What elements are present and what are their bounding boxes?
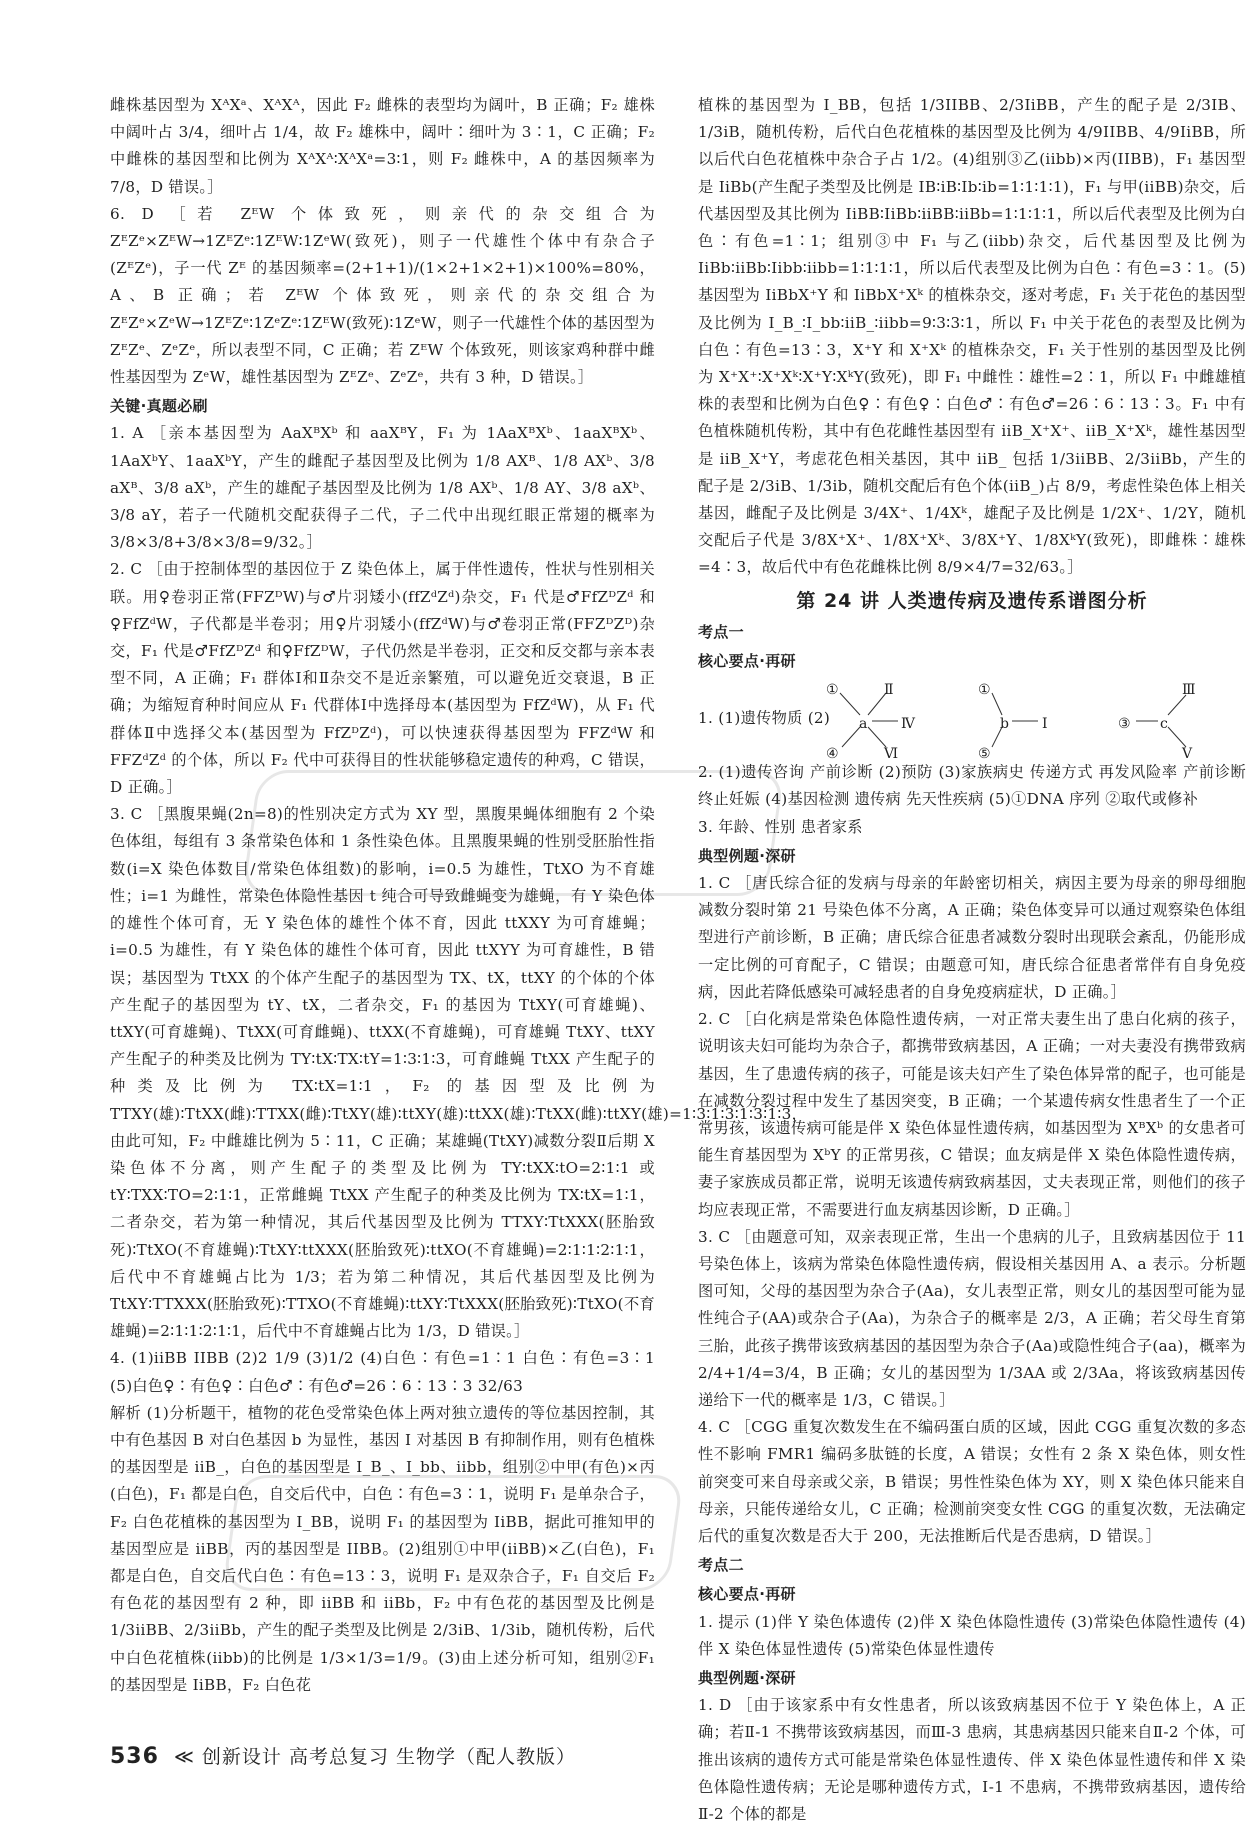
right-column xyxy=(698,92,1246,1828)
examples-heading-2: 典型例题·深研 xyxy=(698,1668,796,1687)
concept-diagram xyxy=(698,675,1246,763)
node-c-left: ③ xyxy=(1118,716,1131,733)
footer-text: ≪ 创新设计 高考总复习 生物学（配人教版） xyxy=(173,1746,576,1768)
node-b-center: b xyxy=(1000,716,1010,733)
node-c-center: c xyxy=(1160,716,1169,733)
page-number: 536 xyxy=(110,1744,159,1769)
node-b-bottom: ⑤ xyxy=(978,746,991,763)
node-a-center: a xyxy=(859,716,868,733)
core-points-heading: 核心要点·再研 xyxy=(698,652,796,671)
node-a-bottom-right: Ⅵ xyxy=(884,746,899,763)
watermark-stamp xyxy=(241,770,785,896)
answer-6: 6. D ［若 ZᴱW 个体致死，则亲代的杂交组合为 ZᴱZᵉ×ZᴱW→1ZᴱZᵉ∶1ZᴱW∶1ZᵉW(致死)，则子一代雄性个体中有杂合子(ZᴱZᵉ)，子一代 Zᴱ 的基因频率=(2+1+1)/(1×2+1×2+1)×100%=80%，A、B 正确；若 ZᴱW 个体致死，则亲代的杂交组合为 ZᴱZᵉ×ZᵉW→1ZᴱZᵉ∶1ZᵉZᵉ∶1ZᴱW(致死)∶1ZᵉW，则子一代雄性个体的基因型为 ZᴱZᵉ、ZᵉZᵉ，所以表型不同，C 正确；若 ZᴱW 个体致死，则该家鸡种群中雌性基因型为 ZᵉW，雄性基因型为 ZᴱZᵉ、ZᵉZᵉ，共有 3 种，D 错误。］ xyxy=(110,204,655,387)
node-a-right: Ⅳ xyxy=(901,716,916,733)
page-footer xyxy=(110,1742,576,1769)
kaodian-1-heading: 考点一 xyxy=(698,622,744,641)
diagram-item-label: 1. (1)遗传物质 (2) xyxy=(698,709,831,728)
node-a-bottom-left: ④ xyxy=(826,746,839,763)
example-answer-3: 3. C ［由题意可知，双亲表现正常，生出一个患病的儿子，且致病基因位于 11 号染色体上，该病为常染色体隐性遗传病，假设相关基因用 A、a 表示。分析题图可知，父母的基因型为杂合子(Aa)，女儿表型正常，则女儿的基因型可能为显性纯合子(AA)或杂合子(Aa)，为杂合子的概率是 2/3，A 正确；若父母生育第三胎，此孩子携带该致病基因的基因型为杂合子(Aa)或隐性纯合子(aa)，概率为 2/4+1/4=3/4，B 正确；女儿的基因型为 1/3AA 或 2/3Aa，将该致病基因传递给下一代的概率是 1/3，C 错误。］ xyxy=(698,1227,1246,1409)
kaodian-2-heading: 考点二 xyxy=(698,1556,744,1575)
watermark-stamp-2 xyxy=(222,1475,684,1591)
analysis-4: 解析 (1)分析题干，植物的花色受常染色体上两对独立遗传的等位基因控制，其中有色基因 B 对白色基因 b 为显性，基因 I 对基因 B 有抑制作用，则有色植株的基因型是 iiB_，白色的基因型是 I_B_、I_bb、iibb，组别②中甲(有色)×丙(白色)，F₁ 都是白色，自交后代中，白色∶有色=3∶1，说明 F₁ 是单杂合子，F₂ 白色花植株的基因型为 I_BB，说明 F₁ 的基因型为 IiBB，据此可推知甲的基因型应是 iiBB，丙的基因型是 IIBB。(2)组别①中甲(iiBB)×乙(白色)，F₁ 都是白色，自交后代白色∶有色=13∶3，说明 F₁ 是双杂合子，F₁ 自交后 F₂ 有色花的基因型有 2 种，即 iiBB 和 iiBb，F₂ 中有色花的基因型及比例是 1/3iiBB、2/3iiBb，产生的配子类型及比例是 2/3iB、1/3ib，随机传粉，后代中白色花植株(iibb)的比例是 1/3×1/3=1/9。(3)由上述分析可知，组别②F₁ 的基因型是 IiBB，F₂ 白色花 xyxy=(110,1403,655,1694)
answer-3: 3. C ［黑腹果蝇(2n=8)的性别决定方式为 XY 型，黑腹果蝇体细胞有 2 个染色体组，每组有 3 条常染色体和 1 条性染色体。且黑腹果蝇的性别受胚胎性指数(i=X 染色体数目/常染色体组数)的影响，i=0.5 为雄性，TtXO 为不育雄性；i=1 为雌性，常染色体隐性基因 t 纯合可导致雌蝇变为雄蝇，有 Y 染色体的雄性个体可育，无 Y 染色体的雄性个体不育，因此 ttXXY 为可育雄蝇；i=0.5 为雄性，有 Y 染色体的雄性个体可育，因此 ttXYY 为可育雄性，B 错误；基因型为 TtXX 的个体产生配子的基因型为 TX、tX，ttXY 的个体的个体产生配子的基因型为 tY、tX，二者杂交，F₁ 的基因为 TtXY(可育雄蝇)、ttXY(可育雄蝇)、TtXX(可育雌蝇)、ttXX(不育雄蝇)，可育雄蝇 TtXY、ttXY 产生配子的种类及比例为 TY∶tX∶TX∶tY=1∶3∶1∶3，可育雌蝇 TtXX 产生配子的种类及比例为 TX∶tX=1∶1，F₂ 的基因型及比例为 TTXY(雄)∶TtXX(雌)∶TTXX(雌)∶TtXY(雄)∶ttXY(雄)∶ttXX(雄)∶TtXX(雌)∶ttXY(雄)=1∶3∶1∶3∶1∶3∶1∶3，由此可知，F₂ 中雌雄比例为 5∶11，C 正确；某雄蝇(TtXY)减数分裂Ⅱ后期 X 染色体不分离，则产生配子的类型及比例为 TY∶tXX∶tO=2∶1∶1 或 tY∶TXX∶TO=2∶1∶1，正常雌蝇 TtXX 产生配子的种类及比例为 TX∶tX=1∶1，二者杂交，若为第一种情况，其后代基因型及比例为 TTXY∶TtXXX(胚胎致死)∶TtXO(不育雄蝇)∶TtXY∶ttXXX(胚胎致死)∶ttXO(不育雄蝇)=2∶1∶1∶2∶1∶1，后代中不育雄蝇占比为 1/3；若为第二种情况，其后代基因型及比例为 TtXY∶TTXXX(胚胎致死)∶TTXO(不育雄蝇)∶ttXY∶TtXXX(胚胎致死)∶TtXO(不育雄蝇)=2∶1∶1∶2∶1∶1，后代中不育雄蝇占比为 1/3，D 错误。］ xyxy=(110,805,808,1341)
example-answer-2: 2. C ［白化病是常染色体隐性遗传病，一对正常夫妻生出了患白化病的孩子，说明该夫妇可能均为杂合子，都携带致病基因，A 正确；一对夫妻没有携带致病基因，生了患遗传病的孩子，可能是该夫妇产生了染色体异常的配子，也可能是在减数分裂过程中发生了基因突变，B 正确；一个某遗传病女性患者生了一个正常男孩，该遗传病可能是伴 X 染色体显性遗传病，如基因型为 XᴮXᵇ 的女患者可能生育基因型为 XᵇY 的正常男孩，C 错误；血友病是伴 X 染色体隐性遗传病，妻子家族成员都正常，说明无该遗传病致病基因，丈夫表现正常，则他们的孩子均应表现正常，不需要进行血友病基因诊断，D 正确。］ xyxy=(698,1010,1246,1219)
core-item-tips: 1. 提示 (1)伴 Y 染色体遗传 (2)伴 X 染色体隐性遗传 (3)常染色体隐性遗传 (4)伴 X 染色体显性遗传 (5)常染色体显性遗传 xyxy=(698,1612,1246,1658)
core-item-3: 3. 年龄、性别 患者家系 xyxy=(698,817,863,836)
core-item-2: 2. (1)遗传咨询 产前诊断 (2)预防 (3)家族病史 传递方式 再发风险率 产前诊断 终止妊娠 (4)基因检测 遗传病 先天性疾病 (5)①DNA 序列 ②取代或修补 xyxy=(698,763,1246,809)
node-c-bottom-right: Ⅴ xyxy=(1182,746,1193,763)
example-answer-k2-1: 1. D ［由于该家系中有女性患者，所以该致病基因不位于 Y 染色体上，A 正确；若Ⅱ-1 不携带该致病基因，而Ⅲ-3 患病，其患病基因只能来自Ⅱ-2 个体，可推出该病的遗传方式可能是常染色体显性遗传、伴 X 染色体显性遗传和伴 X 染色体隐性遗传病；无论是哪种遗传方式，Ⅰ-1 不患病，不携带致病基因，遗传给Ⅱ-2 个体的都是 xyxy=(698,1696,1246,1823)
answer-4: 4. (1)iiBB IIBB (2)2 1/9 (3)1/2 (4)白色∶有色=1∶1 白色∶有色=3∶1 (5)白色♀∶有色♀∶白色♂∶有色♂=26∶6∶13∶3 32/63 xyxy=(110,1349,655,1395)
answer-1: 1. A ［亲本基因型为 AaXᴮXᵇ 和 aaXᴮY，F₁ 为 1AaXᴮXᵇ、1aaXᴮXᵇ、1AaXᵇY、1aaXᵇY，产生的雌配子基因型及比例为 1/8 AXᴮ、1/8 AXᵇ、3/8 aXᴮ、3/8 aXᵇ，产生的雄配子基因型及比例为 1/8 AXᵇ、1/8 AY、3/8 aXᵇ、3/8 aY，若子一代随机交配获得子二代，子二代中出现红眼正常翅的概率为 3/8×3/8+3/8×3/8=9/32。］ xyxy=(110,424,655,552)
paragraph-r1: 植株的基因型为 I_BB，包括 1/3IIBB、2/3IiBB，产生的配子是 2/3IB、1/3iB，随机传粉，后代白色花植株的基因型及比例为 4/9IIBB、4/9IiBB，所以后代白色花植株中杂合子占 1/2。(4)组别③乙(iibb)×丙(IIBB)，F₁ 基因型是 IiBb(产生配子类型及比例是 IB∶iB∶Ib∶ib=1∶1∶1∶1)，F₁ 与甲(iiBB)杂交，后代基因型及其比例为 IiBB∶IiBb∶iiBB∶iiBb=1∶1∶1∶1，所以后代表型及比例为白色∶有色=1∶1；组别③中 F₁ 与乙(iibb)杂交，后代基因型及比例为 IiBb∶iiBb∶Iibb∶iibb=1∶1∶1∶1，所以后代表型及比例为白色∶有色=3∶1。(5)基因型为 IiBbX⁺Y 和 IiBbX⁺Xᵏ 的植株杂交，逐对考虑，F₁ 关于花色的基因型及比例为 I_B_∶I_bb∶iiB_∶iibb=9∶3∶3∶1，所以 F₁ 中关于花色的表型及比例为白色∶有色=13∶3，X⁺Y 和 X⁺Xᵏ 的植株杂交，F₁ 关于性别的基因型及比例为 X⁺X⁺∶X⁺Xᵏ∶X⁺Y∶XᵏY(致死)，即 F₁ 中雌性∶雄性=2∶1，所以 F₁ 中雌雄植株的表型和比例为白色♀∶有色♀∶白色♂∶有色♂=26∶6∶13∶3。F₁ 中有色植株随机传粉，其中有色花雌性基因型有 iiB_X⁺X⁺、iiB_X⁺Xᵏ，雄性基因型是 iiB_X⁺Y，考虑花色相关基因，其中 iiB_ 包括 1/3iiBB、2/3iiBb，产生的配子是 2/3iB、1/3ib，随机交配后有色个体(iiB_)占 8/9，考虑性染色体上相关基因，雌配子及比例是 3/4X⁺、1/4Xᵏ，雄配子及比例是 1/2X⁺、1/2Y，随机交配后子代是 3/8X⁺X⁺、1/8X⁺Xᵏ、3/8X⁺Y、1/8XᵏY(致死)，即雌株∶雄株=4∶3，故后代中有色花雌株比例 8/9×4/7=32/63。］ xyxy=(698,96,1246,577)
core-points-heading-2: 核心要点·再研 xyxy=(698,1585,796,1604)
node-b-top: ① xyxy=(978,682,991,699)
example-answer-1: 1. C ［唐氏综合征的发病与母亲的年龄密切相关，病因主要为母亲的卵母细胞减数分裂时第 21 号染色体不分离，A 正确；染色体变异可以通过观察染色体组型进行产前诊断，B 正确；唐氏综合征患者减数分裂时出现联会紊乱，仍能形成一定比例的可育配子，C 错误；由题意可知，唐氏综合征患者常伴有自身免疫病，因此若降低感染可减轻患者的自身免疫病症状，D 正确。］ xyxy=(698,874,1246,1001)
paragraph-l1: 雌株基因型为 XᴬXᵃ、XᴬXᴬ，因此 F₂ 雌株的表型均为阔叶，B 正确；F₂ 雄株中阔叶占 3/4，细叶占 1/4，故 F₂ 雄株中，阔叶∶细叶为 3∶1，C 正确；F₂ 中雌株的基因型和比例为 XᴬXᴬ∶XᴬXᵃ=3∶1，则 F₂ 雌株中，A 的基因频率为 7/8，D 错误。］ xyxy=(110,96,655,196)
lecture-title: 第 24 讲 人类遗传病及遗传系谱图分析 xyxy=(796,589,1148,612)
node-a-top-right: Ⅱ xyxy=(884,682,894,699)
answer-2: 2. C ［由于控制体型的基因位于 Z 染色体上，属于伴性遗传，性状与性别相关联。用♀卷羽正常(FFZᴰW)与♂片羽矮小(ffZᵈZᵈ)杂交，F₁ 代是♂FfZᴰZᵈ 和♀FfZᵈW，子代都是半卷羽；用♀片羽矮小(ffZᵈW)与♂卷羽正常(FFZᴰZᴰ)杂交，F₁ 代是♂FfZᴰZᵈ 和♀FfZᴰW，子代仍然是半卷羽，正交和反交都与亲本表型不同，A 正确；F₁ 群体Ⅰ和Ⅱ杂交不是近亲繁殖，可以避免近交衰退，B 正确；为缩短育种时间应从 F₁ 代群体Ⅰ中选择母本(基因型为 FfZᵈW)，从 F₁ 代群体Ⅱ中选择父本(基因型为 FfZᴰZᵈ)，可以快速获得基因型为 FFZᵈW 和 FFZᵈZᵈ 的个体，所以 F₂ 代中可获得目的性状能够稳定遗传的种鸡，C 错误，D 正确。］ xyxy=(110,560,655,797)
examples-heading-1: 典型例题·深研 xyxy=(698,846,796,865)
node-a-top-left: ① xyxy=(826,682,839,699)
node-b-right: Ⅰ xyxy=(1042,716,1048,733)
node-c-top-right: Ⅲ xyxy=(1182,682,1196,699)
example-answer-4: 4. C ［CGG 重复次数发生在不编码蛋白质的区域，因此 CGG 重复次数的多态性不影响 FMR1 编码多肽链的长度，A 错误；女性有 2 条 X 染色体，则女性前突变可来自母亲或父亲，B 错误；男性性染色体为 XY，则 X 染色体只能来自母亲，只能传递给女儿，C 正确；检测前突变女性 CGG 的重复次数，无法确定后代的重复次数是否大于 200，无法推断后代是否患病，D 错误。］ xyxy=(698,1418,1246,1545)
section-heading-zhenti: 关键·真题必刷 xyxy=(110,397,208,416)
